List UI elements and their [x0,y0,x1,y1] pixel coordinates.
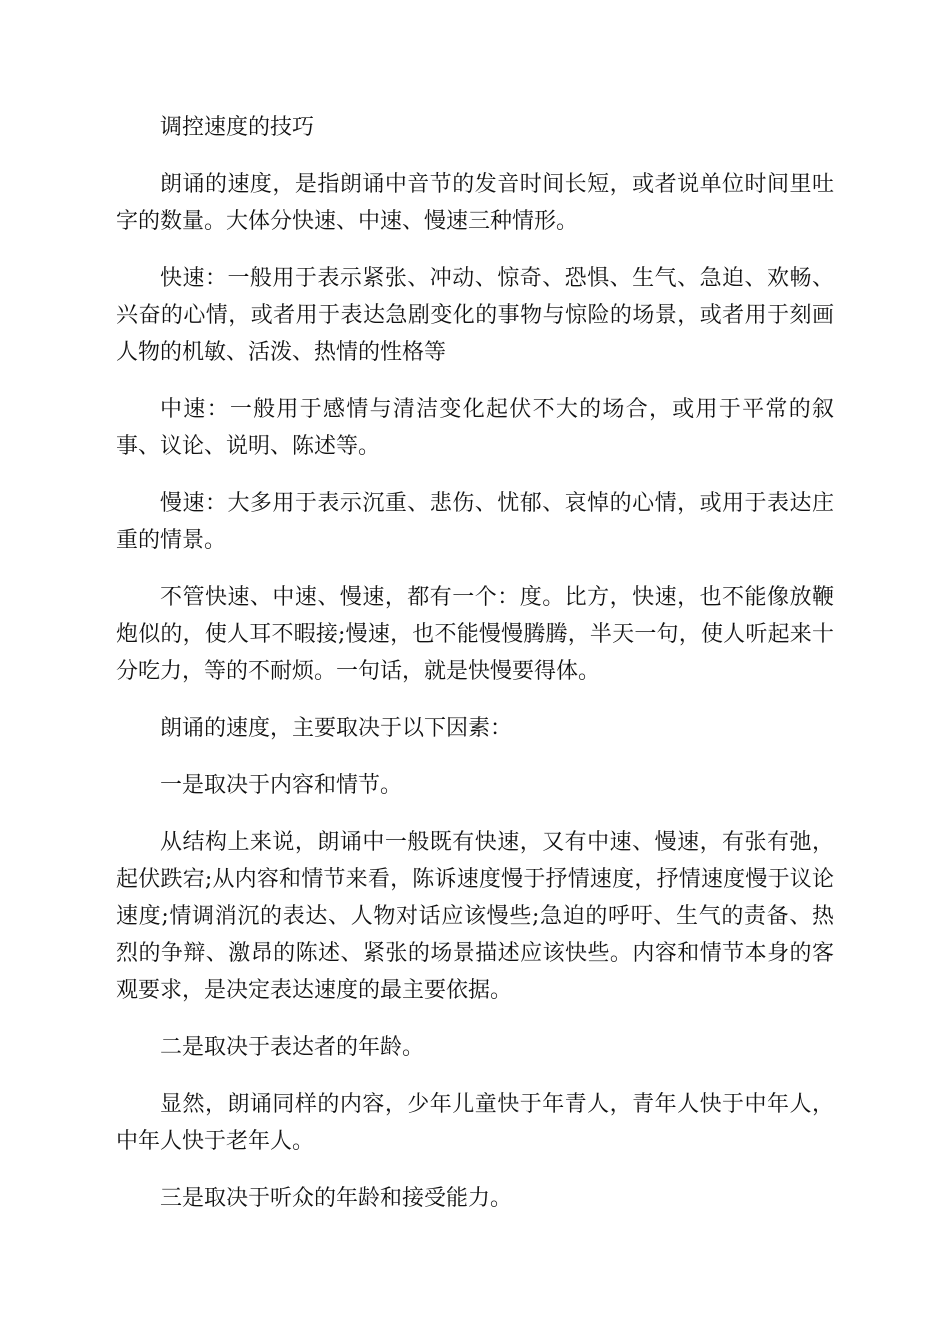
paragraph-factor-two: 二是取决于表达者的年龄。 [160,1035,425,1060]
paragraph-fast: 快速：一般用于表示紧张、冲动、惊奇、恐惧、生气、急迫、欢畅、兴奋的心情，或者用于表达急剧变化的事物与惊险的场景，或者用于刻画人物的机敏、活泼、热情的性格等 [116,266,834,365]
paragraph-factor-one: 一是取决于内容和情节。 [160,773,403,798]
document-page [116,109,834,1237]
paragraph-definition: 朗诵的速度，是指朗诵中音节的发音时间长短，或者说单位时间里吐字的数量。大体分快速、中速、慢速三种情形。 [116,172,834,234]
paragraph-factor-three: 三是取决于听众的年龄和接受能力。 [160,1186,513,1211]
paragraph-factors: 朗诵的速度，主要取决于以下因素： [160,716,513,741]
paragraph-medium: 中速：一般用于感情与清洁变化起伏不大的场合，或用于平常的叙事、议论、说明、陈述等。 [116,397,834,459]
heading-paragraph: 调控速度的技巧 [160,115,315,140]
paragraph-degree: 不管快速、中速、慢速，都有一个：度。比方，快速，也不能像放鞭炮似的，使人耳不暇接;慢速，也不能慢慢腾腾，半天一句，使人听起来十分吃力，等的不耐烦。一句话，就是快慢要得体。 [116,585,834,684]
paragraph-slow: 慢速：大多用于表示沉重、悲伤、忧郁、哀悼的心情，或用于表达庄重的情景。 [116,491,834,553]
paragraph-age: 显然，朗诵同样的内容，少年儿童快于年青人，青年人快于中年人，中年人快于老年人。 [116,1092,834,1154]
paragraph-structure: 从结构上来说，朗诵中一般既有快速，又有中速、慢速，有张有弛，起伏跌宕;从内容和情节来看，陈诉速度慢于抒情速度，抒情速度慢于议论速度;情调消沉的表达、人物对话应该慢些;急迫的呼吁、生气的责备、热烈的争辩、激昂的陈述、紧张的场景描述应该快些。内容和情节本身的客观要求，是决定表达速度的最主要依据。 [116,830,834,1003]
